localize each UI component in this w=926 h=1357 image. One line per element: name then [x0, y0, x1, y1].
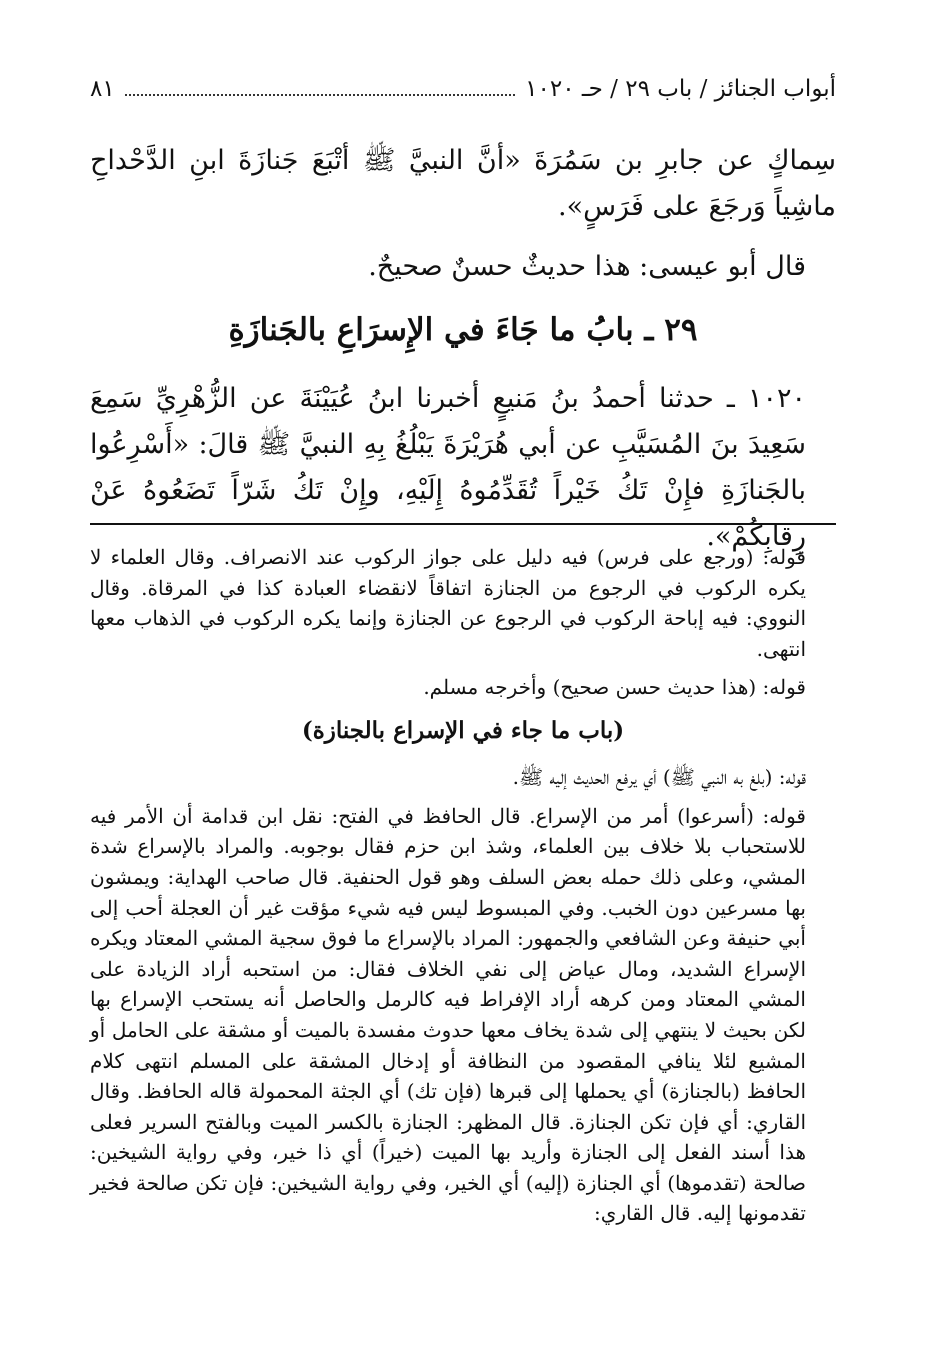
- footnote-separator: [90, 523, 836, 525]
- header-title: أبواب الجنائز / باب ٢٩ / حـ ١٠٢٠: [525, 76, 836, 102]
- header-dot-leader: [125, 80, 515, 96]
- commentary-note-2: قوله: (هذا حديث حسن صحيح) وأخرجه مسلم.: [423, 675, 806, 700]
- page-number: ٨١: [90, 76, 115, 102]
- chapter-heading: ٢٩ ـ بابُ ما جَاءَ في الإِسرَاعِ بالجَنازَةِ: [228, 311, 698, 348]
- commentary-note-3: قوله: (بلغ به النبي ﷺ) أي يرفع الحديث إليه ﷺ.: [512, 765, 806, 790]
- hadith-paragraph-1: سِماكٍ عن جابرِ بن سَمُرَةَ «أنَّ النبيَّ ﷺ أتْبَعَ جَنازَةَ ابنِ الدَّحْداحِ ماشِياً وَرجَعَ على فَرَسٍ».: [90, 145, 836, 222]
- hadith-paragraph-2: قال أبو عيسى: هذا حديثٌ حسنٌ صحيحٌ.: [368, 250, 806, 282]
- commentary-note-4: قوله: (أسرعوا) أمر من الإسراع. قال الحافظ في الفتح: نقل ابن قدامة أن الأمر فيه للاستحباب بلا خلاف بين العلماء، وشذ ابن حزم فقال بوجوبه. والمراد بالإسراع شدة المشي، وعلى ذلك حمله بعض السلف وهو قول الحنفية. قال صاحب الهداية: ويمشون بها مسرعين دون الخبب. وفي المبسوط ليس فيه شيء مؤقت غير أن العجلة أحب إلى أبي حنيفة وعن الشافعي والجمهور: المراد بالإسراع ما فوق سجية المشي المعتاد ويكره الإسراع الشديد، ومال عياض إلى نفي الخلاف فقال: من استحبه أراد الزيادة على المشي المعتاد ومن كرهه أراد الإفراط فيه كالرمل والحاصل أنه يستحب الإسراع بها لكن بحيث لا ينتهي إلى شدة يخاف معها حدوث مفسدة بالميت أو مشقة على الحامل أو المشيع لئلا ينافي المقصود من النظافة أو إدخال المشقة على المسلم انتهى كلام الحافظ (بالجنازة) أي يحملها إلى قبرها (فإن تك) أي الجثة المحمولة قاله الحافظ. وقال القاري: أي فإن تكن الجنازة. قال المظهر: الجنازة بالكسر الميت وبالفتح السرير فعلى هذا أسند الفعل إلى الجنازة وأريد بها الميت (خيراً) أي ذا خير، وفي رواية الشيخين: صالحة (تقدموها) أي الجنازة (إليه) أي الخير، وفي رواية الشيخين: فإن تكن صالحة فخير تقدمونها إليه. قال القاري:: [90, 803, 806, 1226]
- hadith-paragraph-3: ١٠٢٠ ـ حدثنا أحمدُ بنُ مَنيعٍ أخبرنا ابنُ عُيَيْنَةَ عن الزُّهْرِيِّ سَمِعَ سَعِيدَ بنَ المُسَيَّبِ عن أبي هُرَيْرَةَ يَبْلُغُ بِهِ النبيَّ ﷺ قالَ: «أَسْرِعُوا بالجَنازَةِ فإِنْ تَكُ خَيْراً تُقَدِّمُوهُ إِلَيْهِ، وإِنْ تَكُ شَرّاً تَضَعُوهُ عَنْ رِقابِكُمْ».: [90, 383, 806, 553]
- commentary: [90, 542, 836, 1237]
- commentary-heading: (باب ما جاء في الإسراع بالجنازة): [301, 716, 625, 744]
- commentary-note-1: قوله: (ورجع على فرس) فيه دليل على جواز الركوب عند الانصراف. وقال العلماء لا يكره الركوب في الرجوع من الجنازة اتفاقاً لانقضاء العبادة كذا في المرقاة. وقال النووي: فيه إباحة الركوب في الرجوع عن الجنازة وإنما يكره الركوب في الذهاب معها انتهى.: [90, 545, 806, 661]
- hadith-text: [90, 138, 836, 574]
- running-header: [90, 76, 836, 116]
